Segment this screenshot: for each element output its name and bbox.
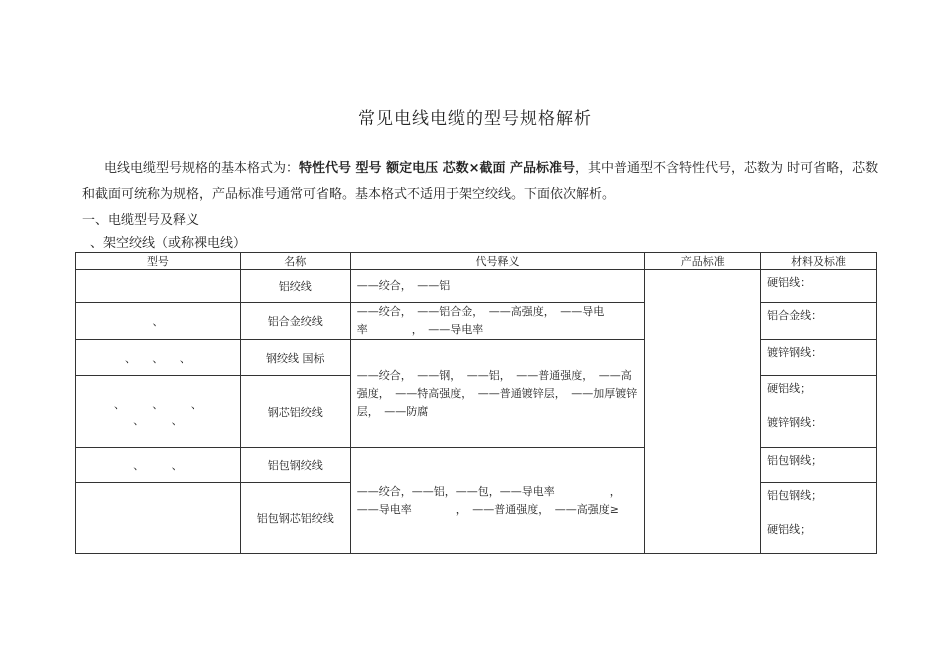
- cell-name: 铝绞线: [240, 270, 350, 303]
- table-row: [76, 270, 877, 303]
- material-line: 镀锌钢线：: [767, 416, 823, 429]
- intro-prefix: 电线电缆型号规格的基本格式为：: [104, 161, 300, 176]
- intro-suffix: ，其中普通型不含特性代号，芯数为 时可省略，芯数和截面可统称为规格，产品标准号通常可省略。基本格式不适用于架空绞线。下面依次解析。: [82, 161, 879, 202]
- cell-desc: ——绞合， ——铝: [350, 270, 645, 303]
- material-line: 硬铝线；: [767, 523, 812, 536]
- cell-model: 、 、: [76, 448, 241, 483]
- cell-model: [76, 483, 241, 554]
- cell-material: [761, 483, 877, 554]
- header-product-standard: 产品标准: [645, 253, 761, 270]
- cell-model: 、: [76, 303, 241, 340]
- cell-desc: ——绞合， ——铝合金， ——高强度， ——导电率 ， ——导电率: [350, 303, 645, 340]
- cell-material: 铝包钢线；: [761, 448, 877, 483]
- cell-desc: ——绞合， ——钢， ——铝， ——普通强度， ——高强度， ——特高强度， ——普通镀锌层， ——加厚镀锌层， ——防腐: [350, 340, 645, 448]
- cell-name: 铝包钢绞线: [240, 448, 350, 483]
- cell-material: 镀锌钢线：: [761, 340, 877, 376]
- document-title: 常见电线电缆的型号规格解析: [358, 109, 592, 129]
- overhead-wire-table: [75, 252, 877, 554]
- cell-material: [761, 376, 877, 448]
- header-model: 型号: [76, 253, 241, 270]
- header-code-meaning: 代号释义: [350, 253, 645, 270]
- header-name: 名称: [240, 253, 350, 270]
- header-material-standard: 材料及标准: [761, 253, 877, 270]
- cell-model: [76, 376, 241, 448]
- cell-material: 铝合金线：: [761, 303, 877, 340]
- model-line: 、 、: [133, 413, 183, 427]
- material-line: 铝包钢线；: [767, 489, 823, 502]
- cell-desc: ——绞合，——铝，——包，——导电率 ，——导电率 ， ——普通强度， ——高强度≥: [350, 448, 645, 554]
- cell-product-standard: [645, 270, 761, 554]
- cell-name: 钢芯铝绞线: [240, 376, 350, 448]
- cell-name: 铝包钢芯铝绞线: [240, 483, 350, 554]
- intro-format: 特性代号 型号 额定电压 芯数×截面 产品标准号: [299, 161, 576, 176]
- cell-name: 铝合金绞线: [240, 303, 350, 340]
- subsection-heading: 、架空绞线（或称裸电线）: [90, 236, 247, 251]
- cell-model: 、 、 、: [76, 340, 241, 376]
- model-line: 、 、 、: [113, 397, 202, 411]
- cell-model: [76, 270, 241, 303]
- material-line: 硬铝线；: [767, 382, 812, 395]
- section-heading: 一、电缆型号及释义: [82, 213, 200, 228]
- table-header-row: [76, 253, 877, 270]
- cell-name: 钢绞线 国标: [240, 340, 350, 376]
- cell-material: 硬铝线：: [761, 270, 877, 303]
- intro-paragraph: [82, 156, 882, 208]
